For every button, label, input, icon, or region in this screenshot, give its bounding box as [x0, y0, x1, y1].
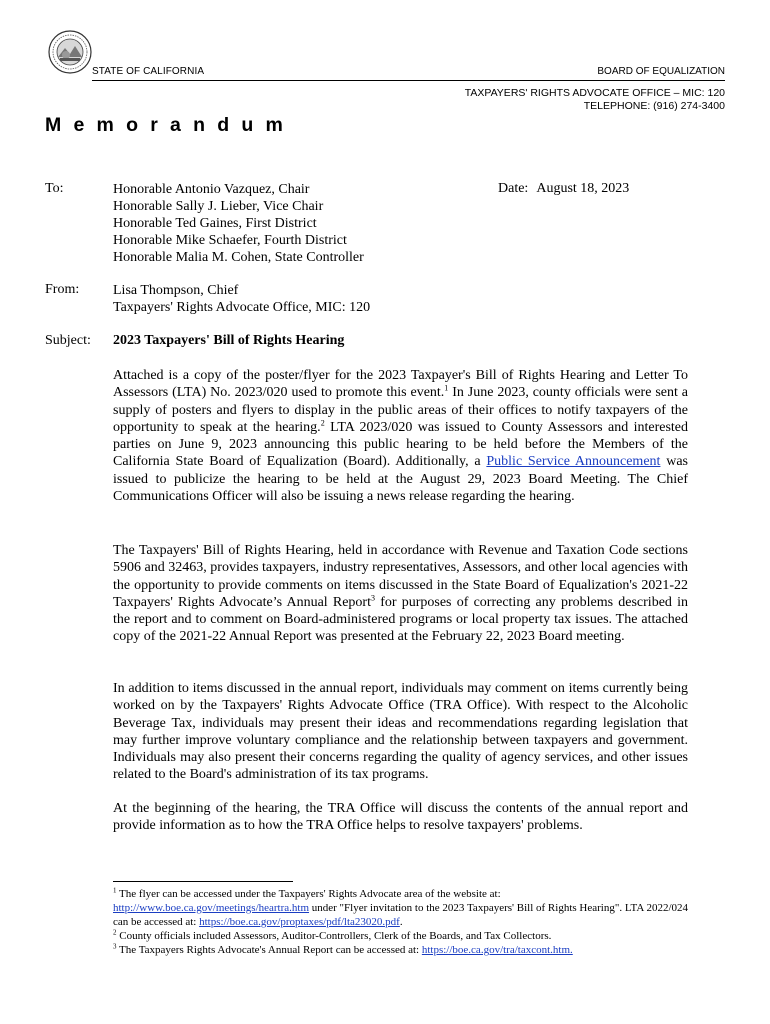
body-paragraph-3: In addition to items discussed in the annual report, individuals may comment on items currently being worked on by the Taxpayers' Rights Advocate Office (TRA Office). With respect to the Alcoholic Beverage Tax, individuals may present their ideas and recommendations regarding legislation that may further improve voluntary compliance and the relationship between taxpayers and government. Individuals may also present their concerns regarding the quality of agency services, and other issues related to the Board's administration of its tax programs. — [113, 681, 688, 783]
recipient: Honorable Malia M. Cohen, State Controller — [113, 250, 364, 265]
recipient: Honorable Sally J. Lieber, Vice Chair — [113, 199, 324, 214]
memo-title: M e m o r a n d u m — [45, 114, 287, 136]
office-name: TAXPAYERS' RIGHTS ADVOCATE OFFICE – MIC: 120 — [464, 87, 725, 99]
lta-link[interactable]: https://boe.ca.gov/proptaxes/pdf/lta23020.pdf — [199, 916, 400, 928]
body-paragraph-2: The Taxpayers' Bill of Rights Hearing, held in accordance with Revenue and Taxation Code sections 5906 and 32463, provides taxpayers, industry representatives, Assessors, and other local agencies with the opportunity to provide comments on items discussed in the State Board of Equalization's 2021-22 Taxpayers' Rights Advocate’s Annual Report$^3$ for purposes of correcting any problems described in the report and to comment on Board-administered programs or local property tax issues. The attached copy of the 2021-22 Annual Report was presented at the February 22, 2023 Board meeting. — [113, 543, 688, 645]
body-paragraph-1: Attached is a copy of the poster/flyer for the 2023 Taxpayer's Bill of Rights Hearing and Letter To Assessors (LTA) No. 2023/020 used to promote this event.$^1$ In June 2023, county officials were sent a supply of posters and flyers to display in the public areas of their offices to notify taxpayers of the opportunity to speak at the hearing.$^2$ LTA 2023/020 was issued to County Assessors and interested parties on June 9, 2023 announcing this public hearing to be held before the Members of the California State Board of Equalization (Board). Additionally, a Public Service Announcement was issued to publicize the hearing to be held at the August 29, 2023 Board Meeting. The Chief Communications Officer will also be issuing a news release regarding the hearing. — [113, 368, 688, 505]
public-service-announcement-link[interactable]: Public Service Announcement — [486, 454, 661, 470]
from-label: From: — [45, 282, 80, 297]
annual-report-link[interactable]: https://boe.ca.gov/tra/taxcont.htm. — [421, 944, 573, 956]
sender-office: Taxpayers' Rights Advocate Office, MIC: 120 — [113, 300, 371, 315]
footnote-ref-2: 2 — [320, 418, 325, 428]
subject-label: Subject: — [45, 333, 91, 348]
footnote-ref-1: 1 — [444, 383, 449, 393]
california-state-seal-icon — [48, 30, 92, 74]
memo-date — [498, 181, 629, 197]
from-sender — [113, 282, 370, 316]
footnotes — [113, 887, 693, 957]
recipient: Honorable Antonio Vazquez, Chair — [113, 182, 310, 197]
footnote-1: $^1$ The flyer can be accessed under the Taxpayers' Rights Advocate area of the website at: http://www.boe.ca.gov/meetings/heartra.htm under "Flyer invitation to the 2023 Taxpayers' Bill of Rights Hearing". LTA 2022/024 can be accessed at: https://boe.ca.gov/proptaxes/pdf/lta23020.pdf. — [113, 886, 689, 928]
office-telephone: TELEPHONE: (916) 274-3400 — [583, 99, 725, 112]
footnote-divider — [113, 881, 293, 882]
sender-name: Lisa Thompson, Chief — [113, 283, 239, 298]
footnote-ref-3: 3 — [371, 593, 375, 603]
letterhead-divider — [92, 80, 725, 81]
subject-value: 2023 Taxpayers' Bill of Rights Hearing — [113, 333, 345, 348]
date-value: August 18, 2023 — [536, 181, 630, 196]
state-of-california-label: STATE OF CALIFORNIA — [92, 66, 205, 77]
to-label: To: — [45, 181, 64, 196]
to-recipients — [113, 181, 364, 266]
recipient: Honorable Ted Gaines, First District — [113, 216, 317, 231]
date-label: Date: — [498, 181, 529, 196]
flyer-link[interactable]: http://www.boe.ca.gov/meetings/heartra.htm — [113, 902, 310, 914]
recipient: Honorable Mike Schaefer, Fourth District — [113, 233, 347, 248]
office-contact-block — [465, 87, 725, 112]
footnote-3: $^3$ The Taxpayers Rights Advocate's Annual Report can be accessed at: https://boe.ca.gov/tra/taxcont.htm. — [113, 942, 573, 956]
body-paragraph-4: At the beginning of the hearing, the TRA Office will discuss the contents of the annual report and provide information as to how the TRA Office helps to resolve taxpayers' problems. — [113, 801, 688, 834]
board-of-equalization-label: BOARD OF EQUALIZATION — [597, 66, 725, 77]
footnote-2: $^2$ County officials included Assessors, Auditor-Controllers, Clerk of the Boards, and Tax Collectors. — [113, 928, 552, 942]
